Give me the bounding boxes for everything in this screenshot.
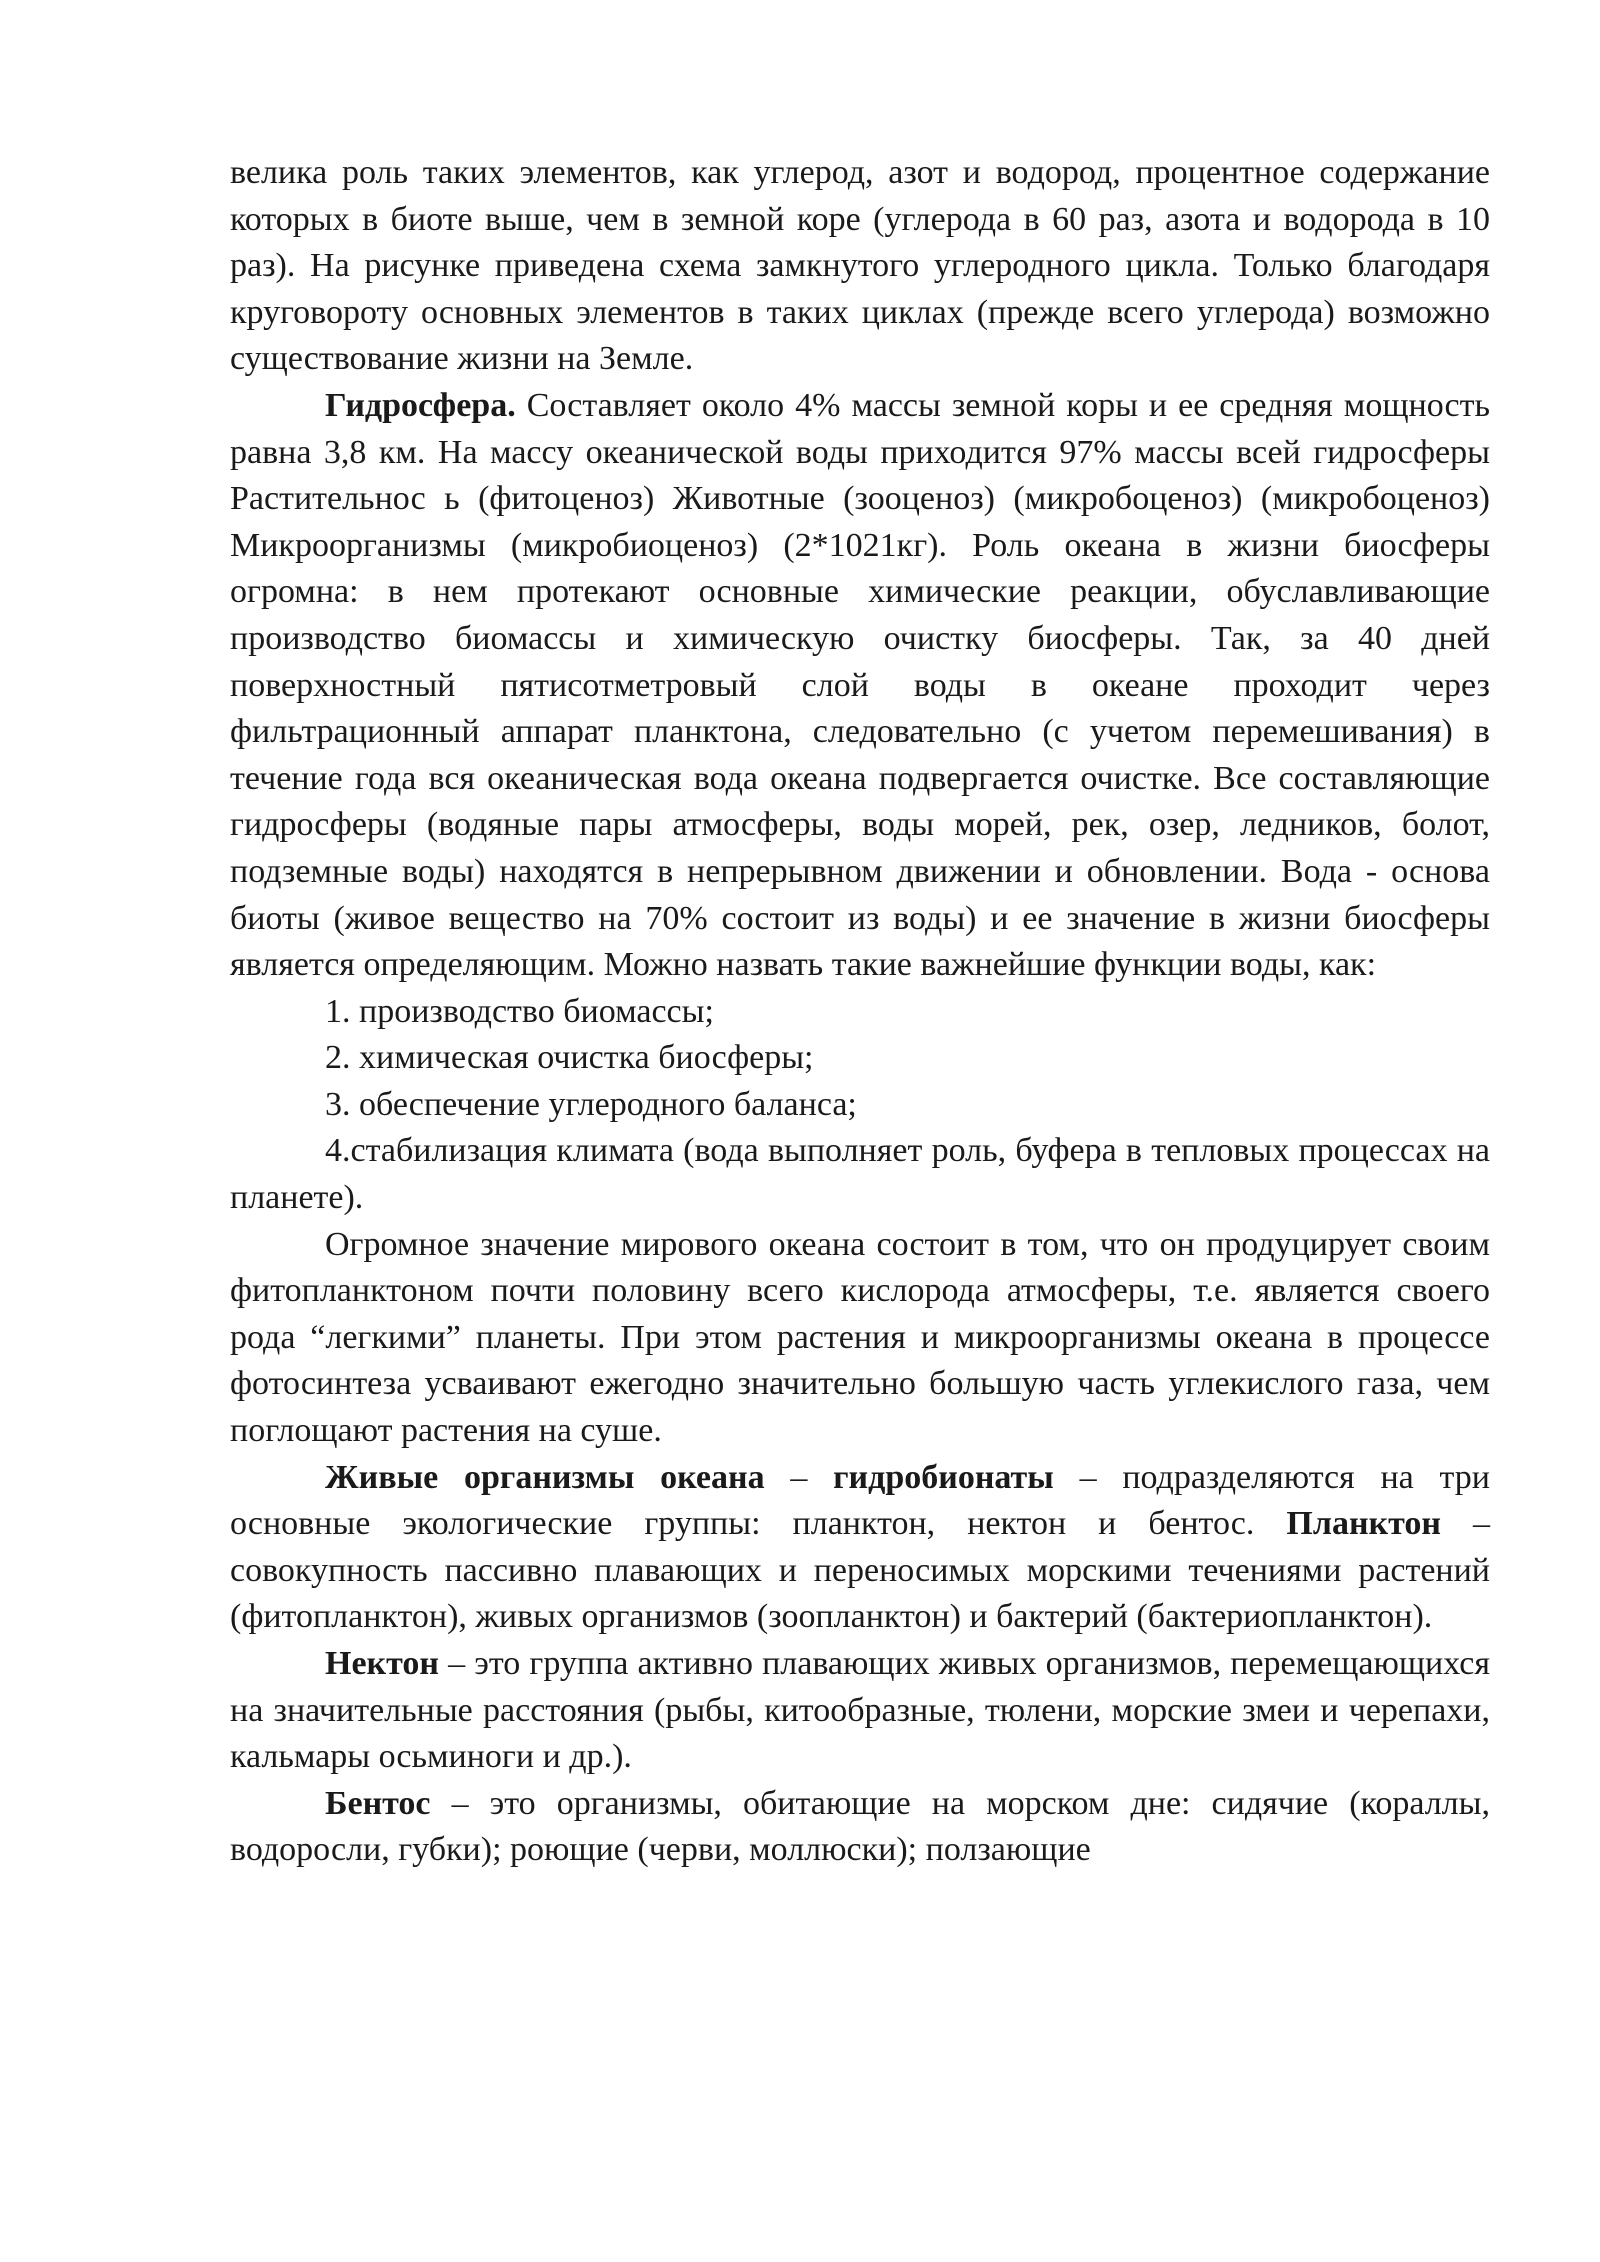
list-item-2: 2. химическая очистка биосферы;: [325, 1039, 814, 1077]
paragraph-hydrobionts: [230, 1455, 1490, 1641]
term-plankton: Планктон: [1286, 1505, 1441, 1543]
term-nekton: Нектон: [325, 1645, 439, 1682]
paragraph-nekton-text: – это группа активно плавающих живых организмов, перемещающихся на значительные расстояния (рыбы, китообразные, тюлени, морские змеи и черепахи, кальмары осьминоги и др.).: [230, 1645, 1490, 1776]
paragraph-benthos-text: – это организмы, обитающие на морском дне: сидячие (кораллы, водоросли, губки); роющие (черви, моллюски); ползающие: [230, 1784, 1490, 1869]
term-benthos: Бентос: [325, 1784, 431, 1822]
paragraph-carbon-cycle: велика роль таких элементов, как углерод, азот и водород, процентное содержание которых в биоте выше, чем в земной коре (углерода в 60 раз, азота и водорода в 10 раз). На рисунке приведена схема замкнутого углеродного цикла. Только благодаря круговороту основных элементов в таких циклах (прежде всего углерода) возможно существование жизни на Земле.: [230, 154, 1490, 378]
paragraph-hydrosphere-text: Составляет около 4% массы земной коры и ее средняя мощность равна 3,8 км. На массу океанической воды приходится 97% массы всей гидросферы Растительнос ь (фитоценоз) Животные (зооценоз) (микробоценоз) (микробоценоз) Микроорганизмы (микробиоценоз) (2*1021кг). Роль океана в жизни биосферы огромна: в нем протекают основные химические реакции, обуславливающие производство биомассы и химическую очистку биосферы. Так, за 40 дней поверхностный пятисотметровый слой воды в океане проходит через фильтрационный аппарат планктона, следовательно (с учетом перемешивания) в течение года вся океаническая вода океана подвергается очистке. Все составляющие гидросферы (водяные пары атмосферы, воды морей, рек, озер, ледников, болот, подземные воды) находятся в непрерывном движении и обновлении. Вода - основа биоты (живое вещество на 70% состоит из воды) и ее значение в жизни биосферы является определяющим. Можно назвать такие важнейшие функции воды, как:: [230, 386, 1490, 984]
term-hydrobionts: гидробионаты: [833, 1458, 1054, 1496]
heading-hydrosphere: Гидросфера.: [325, 386, 516, 424]
list-item-1: 1. производство биомассы;: [325, 992, 714, 1030]
paragraph-hydrosphere: [230, 383, 1490, 989]
paragraph-plankton-text: – совокупность пассивно плавающих и переносимых морскими течениями растений (фитопланктон), живых организмов (зоопланктон) и бактерий (бактериопланктон).: [230, 1505, 1490, 1636]
document-page: [230, 150, 1490, 1874]
paragraph-benthos: [230, 1781, 1490, 1874]
paragraph-nekton: [230, 1641, 1490, 1781]
term-living-organisms: Живые организмы океана: [325, 1458, 765, 1496]
dash: –: [764, 1458, 834, 1496]
paragraph-ocean-oxygen: Огромное значение мирового океана состоит в том, что он продуцирует своим фитопланктоном почти половину всего кислорода атмосферы, т.е. является своего рода “легкими” планеты. При этом растения и микроорганизмы океана в процессе фотосинтеза усваивают ежегодно значительно большую часть углекислого газа, чем поглощают растения на суше.: [230, 1225, 1490, 1450]
paragraph-hydrobionts-text: – подразделяются на три основные экологические группы: планктон, нектон и бентос.: [230, 1458, 1490, 1543]
list-item-3: 3. обеспечение углеродного баланса;: [325, 1085, 857, 1123]
list-item-4: 4.стабилизация климата (вода выполняет роль, буфера в тепловых процессах на планете).: [230, 1132, 1490, 1217]
